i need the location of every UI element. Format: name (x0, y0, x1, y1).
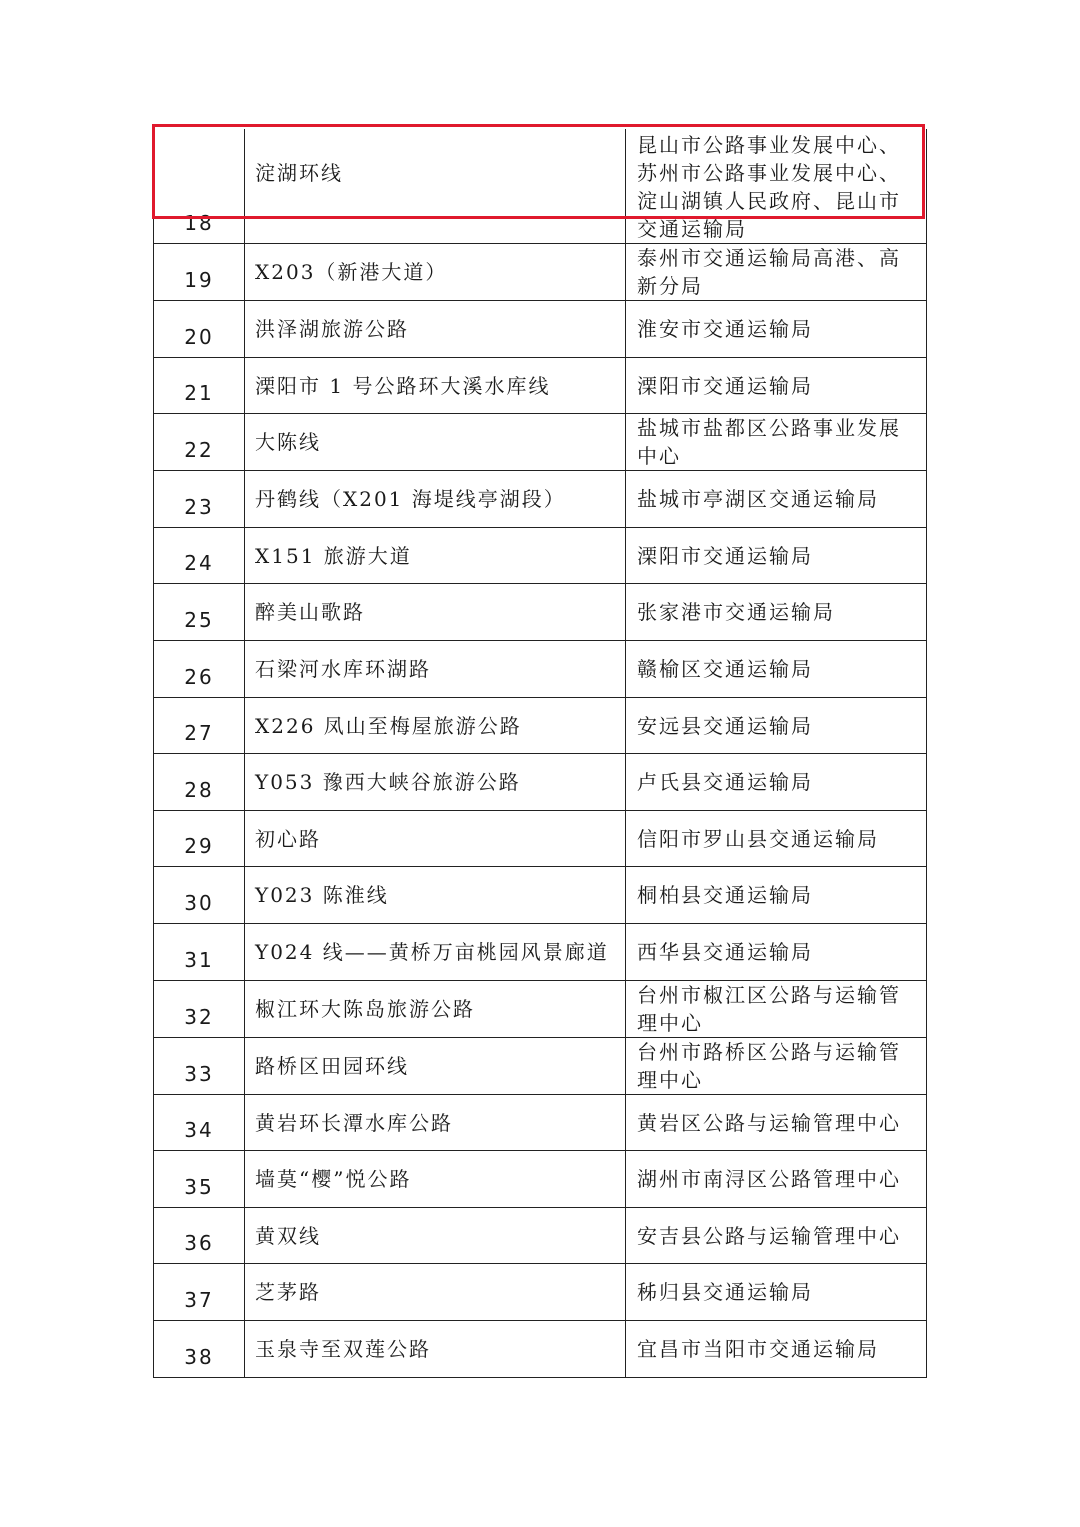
row-number: 30 (154, 867, 245, 924)
row-number: 34 (154, 1094, 245, 1151)
table-row (154, 584, 927, 641)
table-row (154, 640, 927, 697)
road-name: 丹鹤线（X201 海堤线亭湖段） (245, 471, 626, 528)
table-row (154, 1320, 927, 1377)
road-name: 墙莫“樱”悦公路 (245, 1151, 626, 1208)
responsible-unit: 宜昌市当阳市交通运输局 (626, 1320, 927, 1377)
table-row (154, 471, 927, 528)
responsible-unit: 盐城市盐都区公路事业发展中心 (626, 414, 927, 471)
row-number: 31 (154, 923, 245, 980)
road-name: X226 凤山至梅屋旅游公路 (245, 697, 626, 754)
table-row (154, 1207, 927, 1264)
responsible-unit: 泰州市交通运输局高港、高新分局 (626, 244, 927, 301)
table-row (154, 980, 927, 1037)
row-number: 28 (154, 754, 245, 811)
table-row (154, 810, 927, 867)
responsible-unit: 台州市路桥区公路与运输管理中心 (626, 1037, 927, 1094)
responsible-unit: 湖州市南浔区公路管理中心 (626, 1151, 927, 1208)
road-name: 黄岩环长潭水库公路 (245, 1094, 626, 1151)
road-name: X151 旅游大道 (245, 527, 626, 584)
row-number: 23 (154, 471, 245, 528)
row-number: 33 (154, 1037, 245, 1094)
responsible-unit: 信阳市罗山县交通运输局 (626, 810, 927, 867)
row-number: 25 (154, 584, 245, 641)
road-name: Y023 陈淮线 (245, 867, 626, 924)
row-number: 38 (154, 1320, 245, 1377)
row-number: 32 (154, 980, 245, 1037)
row-number: 27 (154, 697, 245, 754)
road-name: 玉泉寺至双莲公路 (245, 1320, 626, 1377)
road-name: 初心路 (245, 810, 626, 867)
row-number: 29 (154, 810, 245, 867)
row-number: 19 (154, 244, 245, 301)
road-name: 醉美山歌路 (245, 584, 626, 641)
responsible-unit: 桐柏县交通运输局 (626, 867, 927, 924)
table-row (154, 1264, 927, 1321)
responsible-unit: 西华县交通运输局 (626, 923, 927, 980)
table-body (154, 129, 927, 1377)
road-name: 洪泽湖旅游公路 (245, 301, 626, 358)
row-number: 26 (154, 640, 245, 697)
table-row (154, 129, 927, 244)
table-row (154, 1151, 927, 1208)
table-row (154, 923, 927, 980)
table-row (154, 244, 927, 301)
road-name: 石梁河水库环湖路 (245, 640, 626, 697)
table-row (154, 301, 927, 358)
table-row (154, 754, 927, 811)
road-name: Y053 豫西大峡谷旅游公路 (245, 754, 626, 811)
row-number: 24 (154, 527, 245, 584)
table-row (154, 1094, 927, 1151)
row-number: 22 (154, 414, 245, 471)
row-number: 36 (154, 1207, 245, 1264)
road-name: 椒江环大陈岛旅游公路 (245, 980, 626, 1037)
responsible-unit: 台州市椒江区公路与运输管理中心 (626, 980, 927, 1037)
row-number: 18 (154, 129, 245, 244)
road-name: 黄双线 (245, 1207, 626, 1264)
row-number: 37 (154, 1264, 245, 1321)
road-table (153, 129, 927, 1378)
table-row (154, 697, 927, 754)
road-name: 淀湖环线 (245, 129, 626, 244)
responsible-unit: 溧阳市交通运输局 (626, 527, 927, 584)
table-row (154, 357, 927, 414)
road-name: 大陈线 (245, 414, 626, 471)
road-name: Y024 线——黄桥万亩桃园风景廊道 (245, 923, 626, 980)
table-row (154, 414, 927, 471)
row-number: 35 (154, 1151, 245, 1208)
row-number: 20 (154, 301, 245, 358)
responsible-unit: 溧阳市交通运输局 (626, 357, 927, 414)
responsible-unit: 赣榆区交通运输局 (626, 640, 927, 697)
row-number: 21 (154, 357, 245, 414)
responsible-unit: 昆山市公路事业发展中心、苏州市公路事业发展中心、淀山湖镇人民政府、昆山市交通运输局 (626, 129, 927, 244)
responsible-unit: 黄岩区公路与运输管理中心 (626, 1094, 927, 1151)
responsible-unit: 秭归县交通运输局 (626, 1264, 927, 1321)
table-row (154, 1037, 927, 1094)
responsible-unit: 卢氏县交通运输局 (626, 754, 927, 811)
road-name: 芝茅路 (245, 1264, 626, 1321)
responsible-unit: 张家港市交通运输局 (626, 584, 927, 641)
table-row (154, 867, 927, 924)
responsible-unit: 淮安市交通运输局 (626, 301, 927, 358)
road-name: 路桥区田园环线 (245, 1037, 626, 1094)
road-name: X203（新港大道） (245, 244, 626, 301)
responsible-unit: 安吉县公路与运输管理中心 (626, 1207, 927, 1264)
road-name: 溧阳市 1 号公路环大溪水库线 (245, 357, 626, 414)
responsible-unit: 盐城市亭湖区交通运输局 (626, 471, 927, 528)
table-row (154, 527, 927, 584)
responsible-unit: 安远县交通运输局 (626, 697, 927, 754)
